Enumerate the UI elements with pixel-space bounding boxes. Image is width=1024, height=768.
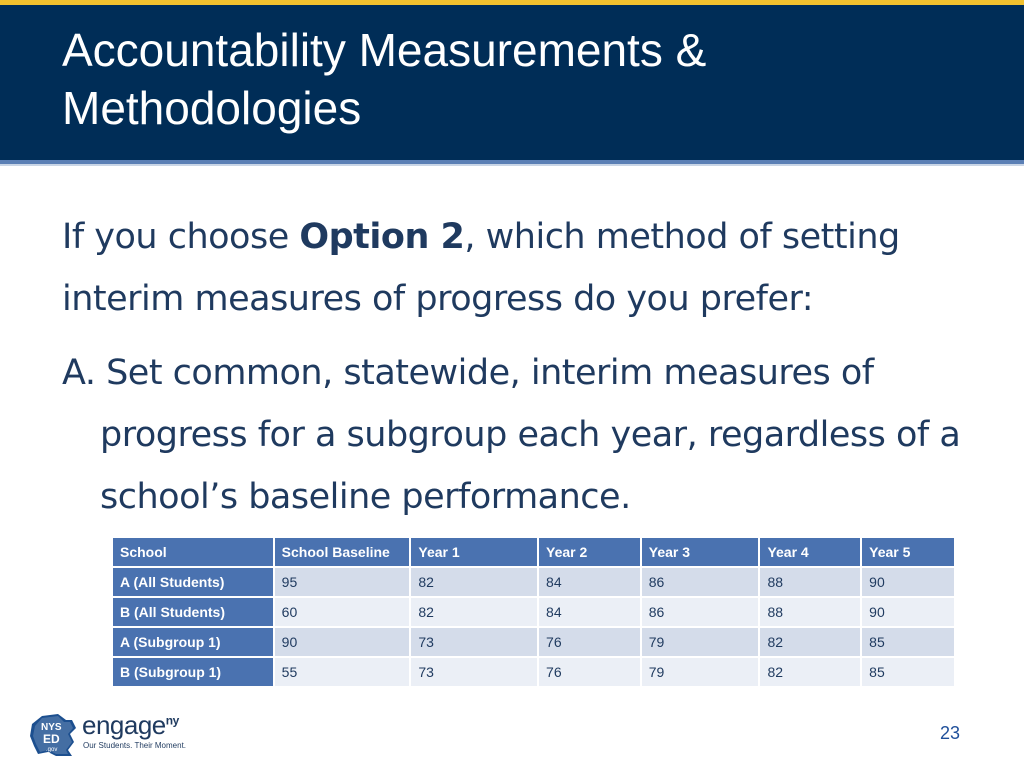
cell-year-2: 84 bbox=[538, 567, 641, 597]
table-row bbox=[112, 597, 955, 627]
cell-baseline: 95 bbox=[274, 567, 411, 597]
cell-year-3: 79 bbox=[641, 627, 760, 657]
row-school-label: B (Subgroup 1) bbox=[112, 657, 274, 687]
option-a-text: A. Set common, statewide, interim measures of progress for a subgroup each year, regardless of a school’s baseline performance. bbox=[62, 353, 961, 517]
page-number: 23 bbox=[939, 723, 961, 743]
logo-tagline: Our Students. Their Moment. bbox=[83, 741, 187, 750]
logo-wordmark bbox=[82, 710, 179, 741]
col-header-year-5: Year 5 bbox=[861, 537, 955, 567]
cell-year-1: 82 bbox=[410, 567, 538, 597]
question-text bbox=[62, 206, 992, 330]
header-divider-light bbox=[0, 164, 1024, 166]
row-school-label: A (Subgroup 1) bbox=[112, 627, 274, 657]
question-suffix: , which method of setting interim measures of progress do you prefer: bbox=[62, 217, 900, 319]
slide-body bbox=[62, 206, 992, 528]
cell-year-5: 90 bbox=[861, 567, 955, 597]
cell-year-1: 73 bbox=[410, 627, 538, 657]
svg-text:NYS: NYS bbox=[41, 722, 62, 733]
cell-year-1: 73 bbox=[410, 657, 538, 687]
row-school-label: A (All Students) bbox=[112, 567, 274, 597]
col-header-year-2: Year 2 bbox=[538, 537, 641, 567]
cell-year-2: 76 bbox=[538, 657, 641, 687]
col-header-year-4: Year 4 bbox=[759, 537, 861, 567]
cell-year-3: 86 bbox=[641, 597, 760, 627]
cell-year-2: 84 bbox=[538, 597, 641, 627]
table-row bbox=[112, 567, 955, 597]
cell-year-1: 82 bbox=[410, 597, 538, 627]
cell-year-5: 85 bbox=[861, 627, 955, 657]
svg-text:.gov: .gov bbox=[46, 747, 58, 753]
cell-year-3: 79 bbox=[641, 657, 760, 687]
col-header-year-1: Year 1 bbox=[410, 537, 538, 567]
interim-measures-table bbox=[111, 536, 956, 688]
nys-ed-seal-icon bbox=[28, 710, 80, 760]
question-option-bold: Option 2 bbox=[299, 217, 465, 257]
cell-year-4: 88 bbox=[759, 567, 861, 597]
col-header-school: School bbox=[112, 537, 274, 567]
cell-year-4: 82 bbox=[759, 627, 861, 657]
logo-superscript: ny bbox=[165, 713, 179, 728]
engage-ny-logo bbox=[28, 710, 208, 760]
col-header-baseline: School Baseline bbox=[274, 537, 411, 567]
col-header-year-3: Year 3 bbox=[641, 537, 760, 567]
cell-year-5: 90 bbox=[861, 597, 955, 627]
table-row bbox=[112, 627, 955, 657]
cell-baseline: 55 bbox=[274, 657, 411, 687]
slide-header bbox=[0, 5, 1024, 160]
cell-year-4: 88 bbox=[759, 597, 861, 627]
cell-baseline: 90 bbox=[274, 627, 411, 657]
cell-baseline: 60 bbox=[274, 597, 411, 627]
svg-text:ED: ED bbox=[43, 732, 60, 746]
row-school-label: B (All Students) bbox=[112, 597, 274, 627]
cell-year-5: 85 bbox=[861, 657, 955, 687]
logo-word: engage bbox=[82, 710, 166, 740]
slide-title: Accountability Measurements & Methodologies bbox=[62, 24, 707, 134]
cell-year-4: 82 bbox=[759, 657, 861, 687]
cell-year-3: 86 bbox=[641, 567, 760, 597]
question-prefix: If you choose bbox=[62, 217, 300, 257]
cell-year-2: 76 bbox=[538, 627, 641, 657]
table-header-row bbox=[112, 537, 955, 567]
table-row bbox=[112, 657, 955, 687]
